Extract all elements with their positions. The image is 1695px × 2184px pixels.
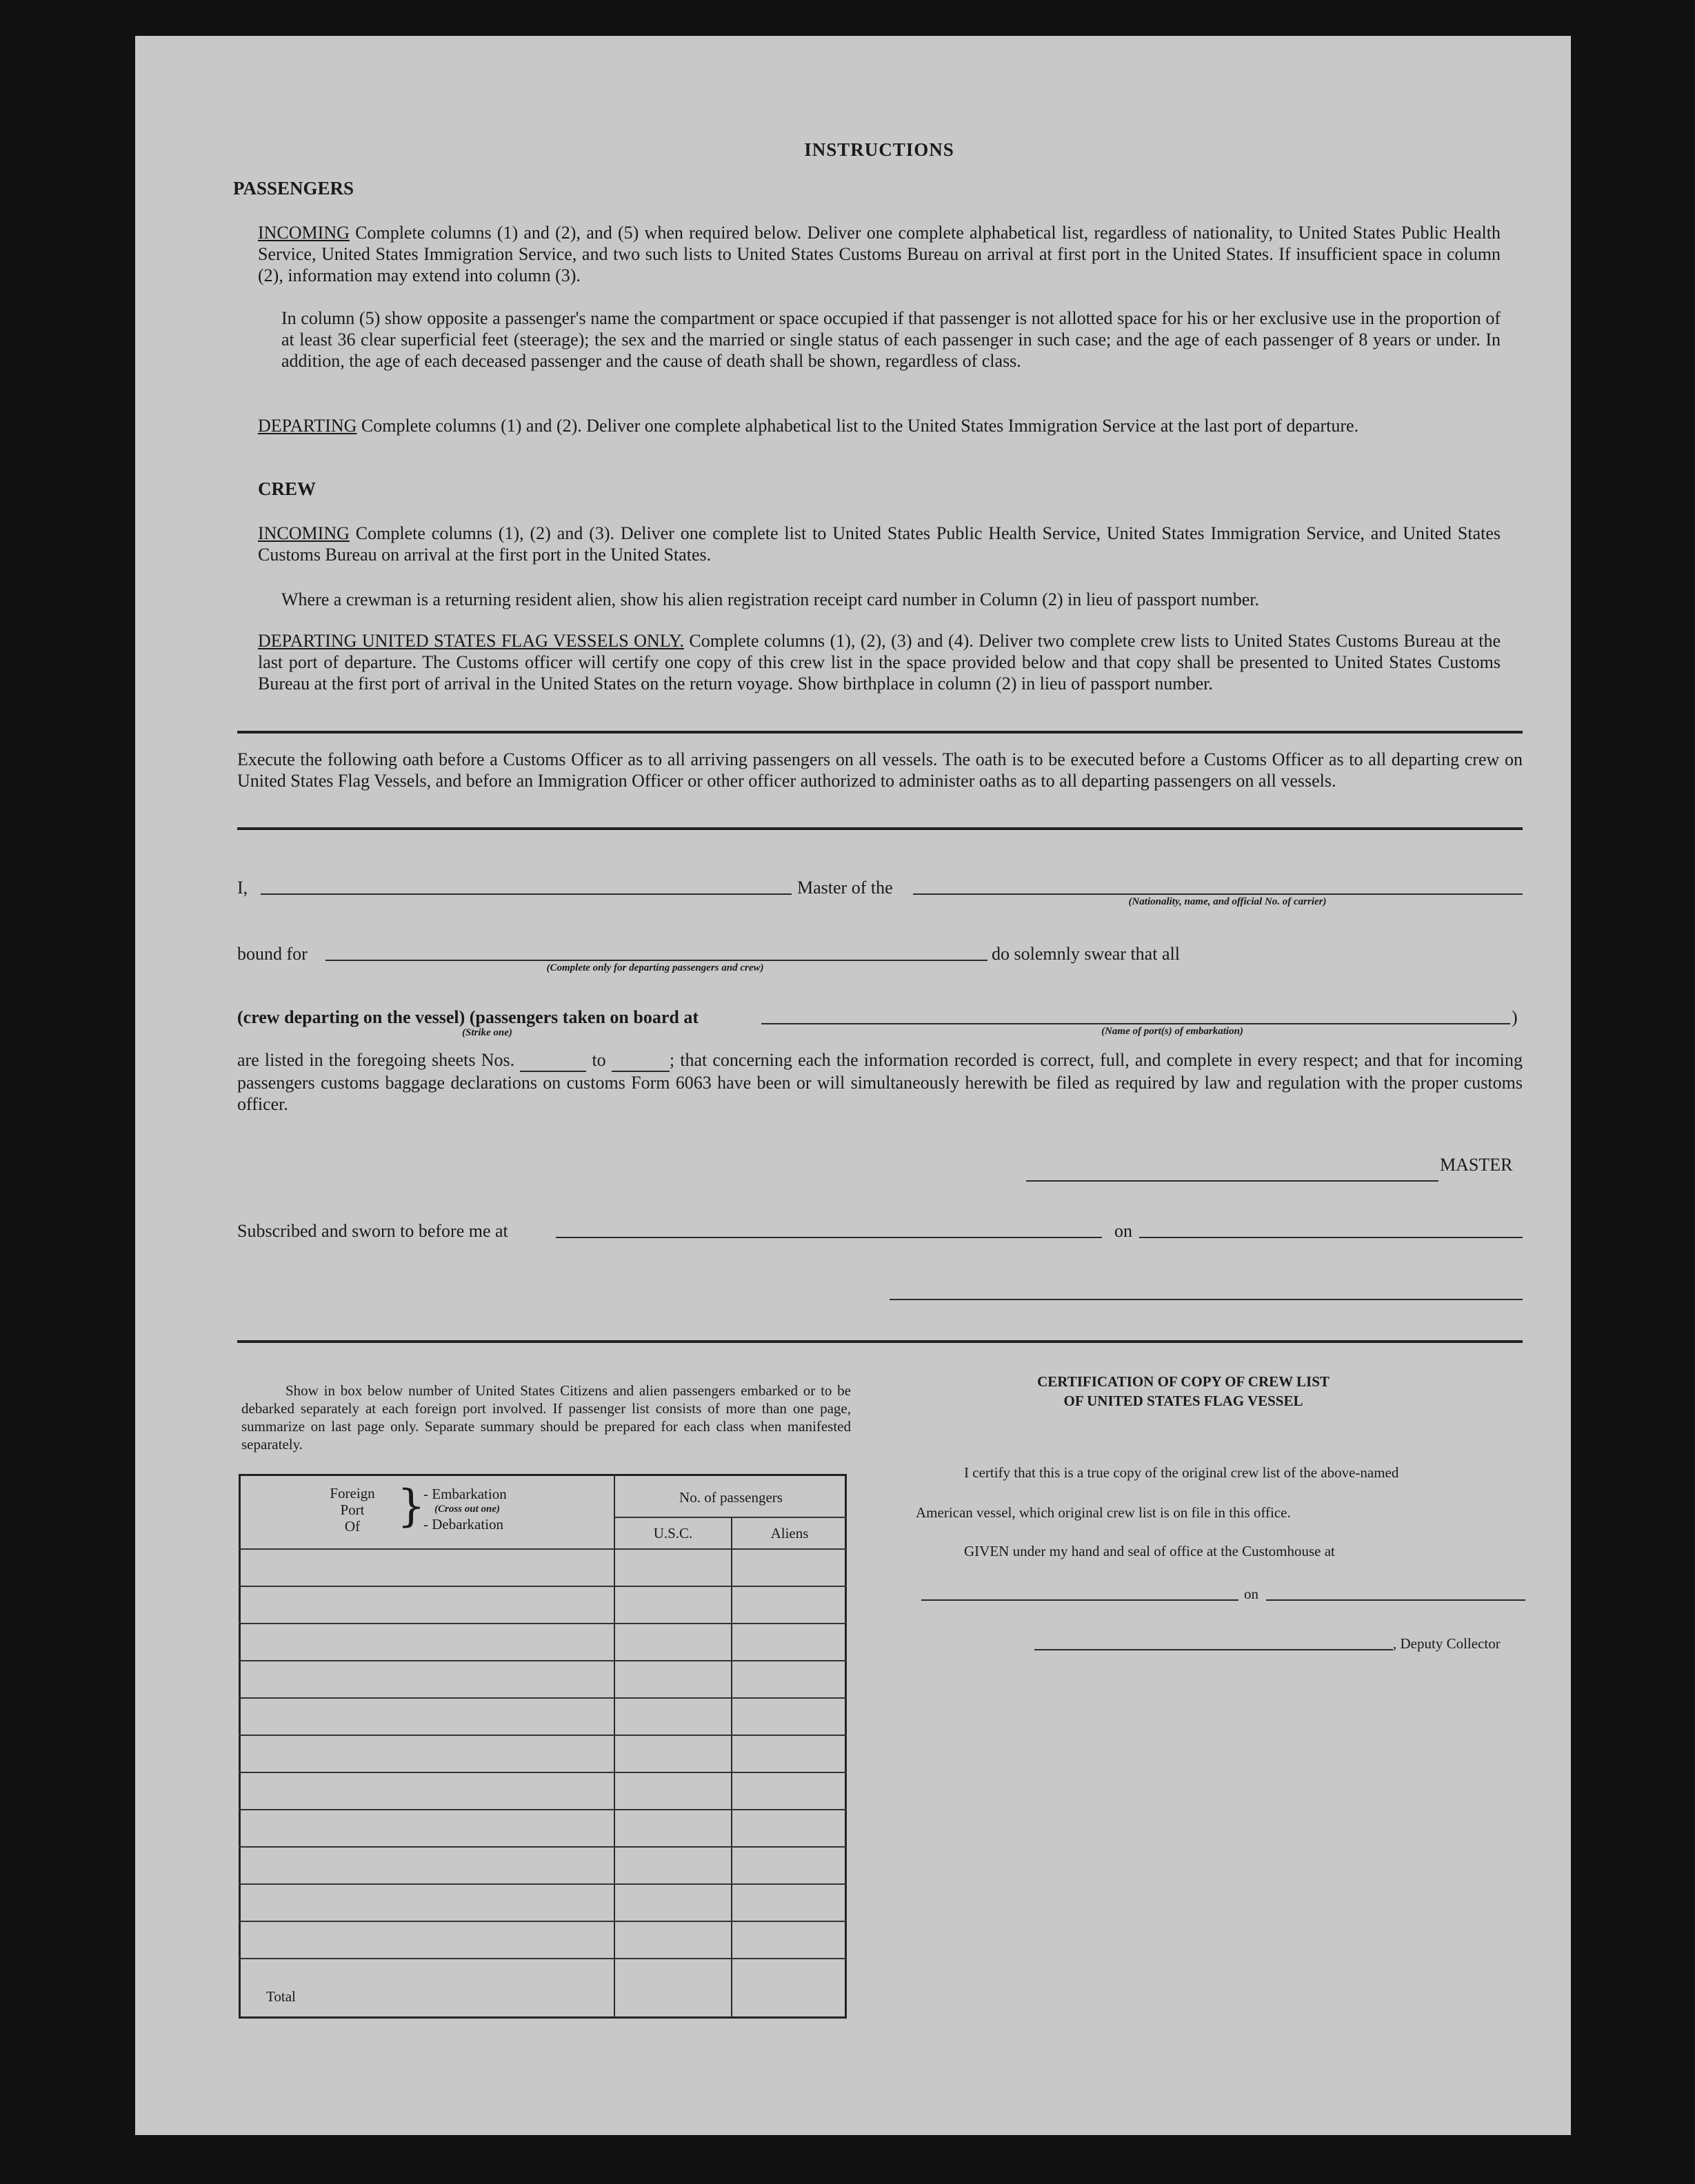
bound-for-hint: (Complete only for departing passengers and crew) bbox=[546, 962, 764, 973]
of-text: Of bbox=[344, 1518, 361, 1535]
port-text: Port bbox=[340, 1502, 365, 1518]
given-line: GIVEN under my hand and seal of office at the Customhouse at bbox=[964, 1543, 1335, 1559]
embarkation-port-hint: (Name of port(s) of embarkation) bbox=[1101, 1026, 1243, 1037]
table-row bbox=[239, 1772, 847, 1773]
embark-debark-label bbox=[423, 1486, 507, 1532]
crew-incoming-label: INCOMING bbox=[258, 523, 350, 543]
foreign-text: Foreign bbox=[330, 1485, 375, 1502]
divider bbox=[237, 827, 1523, 830]
master-signature-field[interactable] bbox=[1026, 1180, 1438, 1182]
column5-paragraph: In column (5) show opposite a passenger's name the compartment or space occupied if that passenger is not allotted space for his or her exclusive use in the proportion of at least 36 clear superficial feet (steerage); the sex and the married or single status of each passenger in such case; and the age of each passenger of 8 years or under. In addition, the age of each deceased passenger and the cause of death shall be shown, regardless of class. bbox=[281, 308, 1501, 371]
crew-departing-label: DEPARTING UNITED STATES FLAG VESSELS ONLY. bbox=[258, 631, 684, 651]
certification-title-line2: OF UNITED STATES FLAG VESSEL bbox=[1063, 1393, 1303, 1409]
strike-one-hint: (Strike one) bbox=[462, 1027, 512, 1038]
cross-out-hint: (Cross out one) bbox=[434, 1504, 501, 1515]
incoming-label: INCOMING bbox=[258, 223, 350, 243]
table-row bbox=[239, 1623, 847, 1624]
cert-date-field[interactable] bbox=[1266, 1599, 1525, 1601]
sworn-on-label: on bbox=[1114, 1221, 1132, 1241]
embarkation-text: - Embarkation bbox=[423, 1486, 507, 1502]
sheets-label: are listed in the foregoing sheets Nos. bbox=[237, 1050, 515, 1070]
deputy-collector-label: , Deputy Collector bbox=[1393, 1635, 1501, 1652]
table-row bbox=[239, 1697, 847, 1699]
customhouse-field[interactable] bbox=[921, 1599, 1238, 1601]
table-row bbox=[239, 1958, 847, 1959]
sworn-date-field[interactable] bbox=[1139, 1237, 1523, 1238]
certify-line2: American vessel, which original crew list is on file in this office. bbox=[916, 1504, 1291, 1521]
table-row bbox=[239, 1883, 847, 1885]
crew-departing-paragraph bbox=[258, 630, 1501, 694]
divider bbox=[237, 731, 1523, 734]
bound-for-label: bound for bbox=[237, 944, 308, 964]
table-row bbox=[239, 1586, 847, 1587]
usc-header: U.S.C. bbox=[653, 1525, 693, 1541]
certification-title-line1: CERTIFICATION OF COPY OF CREW LIST bbox=[1037, 1373, 1330, 1390]
table-row bbox=[239, 1809, 847, 1810]
crew-resident-paragraph: Where a crewman is a returning resident alien, show his alien registration receipt card number in Column (2) in lieu of passport number. bbox=[281, 589, 1260, 609]
crew-incoming-paragraph bbox=[258, 523, 1501, 565]
oath-i-label: I, bbox=[237, 878, 248, 898]
divider bbox=[237, 1340, 1523, 1343]
aliens-header: Aliens bbox=[770, 1525, 809, 1541]
oath-statement-text: ; that concerning each the information recorded is correct, full, and complete in every respect; and that for incoming passengers customs baggage declarations on customs Form 6063 have been or will simultaneously herewith be filed as required by law and regulation with the proper customs officer. bbox=[237, 1050, 1523, 1114]
oath-statement bbox=[237, 1049, 1523, 1115]
swear-label: do solemnly swear that all bbox=[992, 944, 1180, 964]
incoming-text: Complete columns (1) and (2), and (5) when required below. Deliver one complete alphabetical list, regardless of nationality, to United States Public Health Service, United States Immigration Service, and two such lists to United States Customs Bureau on arrival at first port in the United States. If insufficient space in column (2), information may extend into column (3). bbox=[258, 223, 1501, 285]
sworn-place-field[interactable] bbox=[556, 1237, 1102, 1238]
passengers-heading: PASSENGERS bbox=[233, 178, 354, 199]
summary-instructions: Show in box below number of United States Citizens and alien passengers embarked or to be debarked separately at each foreign port involved. If passenger list consists of more than one page, summarize on last page only. Separate summary should be prepared for each class when manifested separately. bbox=[241, 1382, 851, 1453]
table-divider bbox=[731, 1517, 732, 2019]
master-of-label: Master of the bbox=[797, 878, 893, 898]
no-passengers-header: No. of passengers bbox=[679, 1489, 783, 1506]
bound-for-field[interactable] bbox=[325, 960, 987, 961]
crew-incoming-text: Complete columns (1), (2) and (3). Deliver one complete list to United States Public Health Service, United States Immigration Service, and United States Customs Bureau on arrival at the first port in the United States. bbox=[258, 523, 1501, 565]
table-row bbox=[239, 1660, 847, 1661]
oath-intro: Execute the following oath before a Customs Officer as to all arriving passengers on all vessels. The oath is to be executed before a Customs Officer as to all departing crew on United States Flag Vessels, and before an Immigration Officer or other officer authorized to administer oaths as to all departing passengers on all vessels. bbox=[237, 749, 1523, 791]
embarkation-port-field[interactable] bbox=[761, 1023, 1510, 1024]
certification-title bbox=[935, 1372, 1432, 1410]
certify-line1: I certify that this is a true copy of the original crew list of the above-named bbox=[964, 1464, 1399, 1481]
departing-text: Complete columns (1) and (2). Deliver one complete alphabetical list to the United States Immigration Service at the last port of departure. bbox=[361, 416, 1359, 436]
debarkation-text: - Debarkation bbox=[423, 1516, 504, 1533]
table-divider bbox=[614, 1474, 615, 2019]
deputy-signature-field[interactable] bbox=[1034, 1649, 1393, 1650]
subscribed-label: Subscribed and sworn to before me at bbox=[237, 1221, 508, 1241]
master-label: MASTER bbox=[1440, 1155, 1513, 1175]
master-name-field[interactable] bbox=[261, 893, 792, 895]
crew-heading: CREW bbox=[258, 478, 317, 499]
table-row bbox=[239, 1735, 847, 1736]
page-title: INSTRUCTIONS bbox=[804, 139, 954, 160]
sheet-from-field[interactable] bbox=[520, 1049, 586, 1072]
close-paren: ) bbox=[1512, 1007, 1518, 1027]
total-label: Total bbox=[266, 1988, 296, 2005]
crew-departing-choice: (crew departing on the vessel) (passengers taken on board at bbox=[237, 1007, 699, 1027]
sheet-to-field[interactable] bbox=[612, 1049, 670, 1072]
carrier-hint: (Nationality, name, and official No. of carrier) bbox=[1128, 896, 1327, 907]
table-divider bbox=[614, 1517, 847, 1518]
officer-signature-field[interactable] bbox=[890, 1299, 1523, 1300]
summary-table bbox=[239, 1474, 847, 2019]
brace-icon: } bbox=[397, 1481, 425, 1532]
carrier-field[interactable] bbox=[913, 893, 1523, 895]
crew-departing-text: Complete columns (1), (2), (3) and (4). Deliver two complete crew lists to United States Customs Bureau at the last port of departure. The Customs officer will certify one copy of this crew list in the space provided below and that copy shall be presented to United States Customs Bureau at the first port of arrival in the United States on the return voyage. Show birthplace in column (2) in lieu of passport number. bbox=[258, 631, 1501, 694]
table-row bbox=[239, 1548, 847, 1550]
table-row bbox=[239, 1921, 847, 1922]
foreign-port-label bbox=[309, 1485, 396, 1535]
sheets-to-label: to bbox=[592, 1050, 606, 1070]
table-row bbox=[239, 1846, 847, 1848]
cert-on-label: on bbox=[1244, 1586, 1258, 1602]
passengers-departing-paragraph bbox=[258, 415, 1501, 436]
passengers-incoming-paragraph bbox=[258, 222, 1501, 286]
departing-label: DEPARTING bbox=[258, 416, 357, 436]
